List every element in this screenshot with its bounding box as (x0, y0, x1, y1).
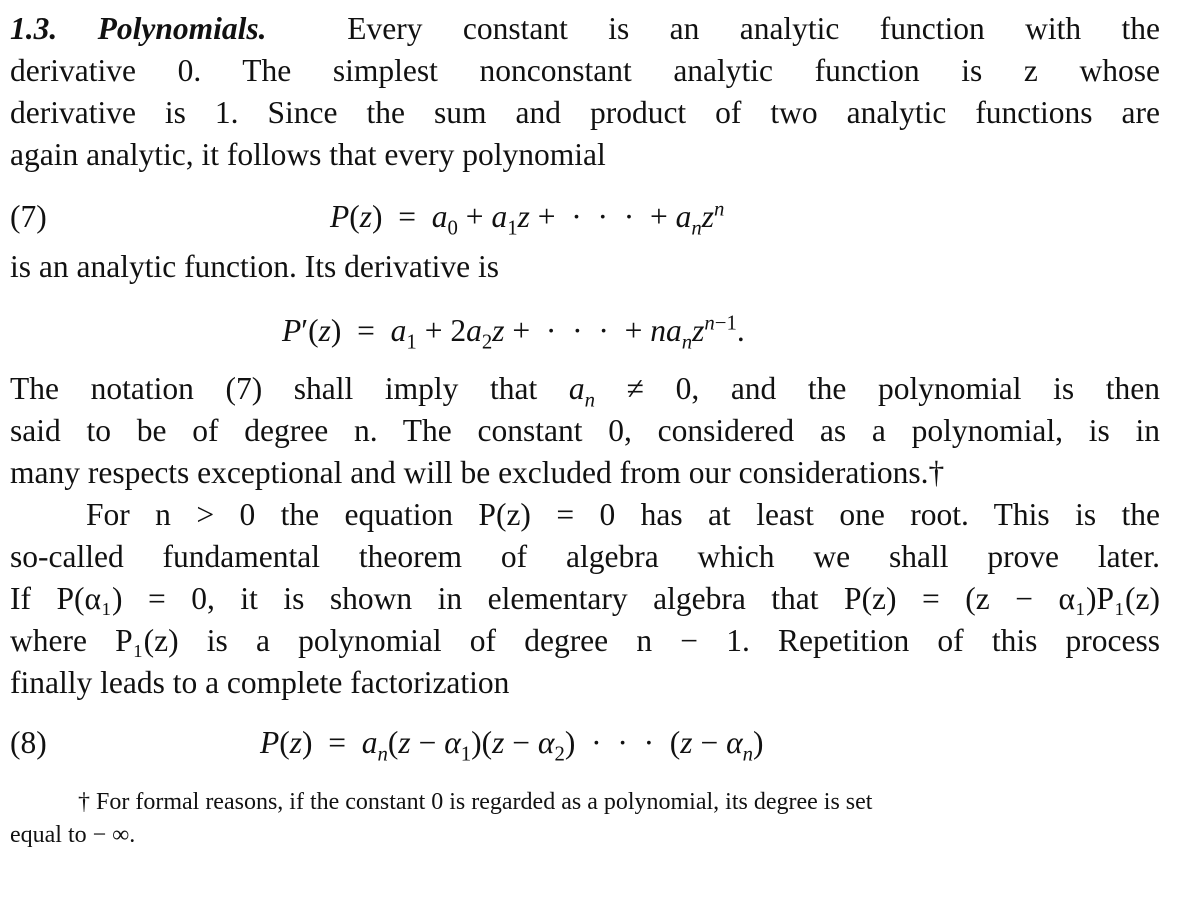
section-heading: 1.3. Polynomials. (10, 11, 267, 46)
footnote-line-1: † For formal reasons, if the constant 0 is regarded as a polynomial, its degree is set (78, 789, 873, 815)
equation-body: $P(z) = a_n(z - \alpha_1)(z - \alpha_2)$ · · · $(z - \alpha_n)$ (260, 725, 764, 766)
equation-number: (7) (10, 199, 47, 234)
paragraph-text: Every constant is an analytic function with the (347, 11, 1161, 46)
footnote-line-2: equal to − ∞. (10, 822, 136, 848)
equation-body: $P'(z) = a_1 + 2a_2z$ + · · · + $na_nz^{n-1}$. (282, 311, 745, 354)
paragraph-3-line-3: If P(α₁) = 0, it is shown in elementary algebra that P(z) = (z − α₁)P₁(z) (10, 581, 1160, 616)
paragraph-1-line-2: derivative 0. The simplest nonconstant analytic function is z whose (10, 53, 1160, 88)
derivative-equation (10, 310, 1160, 352)
paragraph-2-line-3: many respects exceptional and will be excluded from our considerations.† (10, 455, 945, 490)
book-page (10, 8, 1160, 852)
paragraph-1-line-3: derivative is 1. Since the sum and product of two analytic functions are (10, 95, 1160, 130)
equation-body: $P(z) = a_0 + a_1z$ + · · · + $a_nz^n$ (330, 197, 725, 240)
paragraph-3-line-1: For n > 0 the equation P(z) = 0 has at least one root. This is the (86, 497, 1160, 532)
equation-number: (8) (10, 725, 47, 760)
text-after-eq7: is an analytic function. Its derivative is (10, 249, 499, 284)
paragraph-1-line-1 (10, 8, 1160, 50)
paragraph-3-line-4: where P₁(z) is a polynomial of degree n − 1. Repetition of this process (10, 623, 1160, 658)
paragraph-3-line-2: so-called fundamental theorem of algebra which we shall prove later. (10, 539, 1160, 574)
paragraph-1-line-4: again analytic, it follows that every polynomial (10, 137, 606, 172)
equation-7 (10, 196, 1160, 238)
paragraph-2-line-2: said to be of degree n. The constant 0, considered as a polynomial, is in (10, 413, 1160, 448)
paragraph-3-line-5: finally leads to a complete factorization (10, 665, 510, 700)
paragraph-2-line-1: The notation (7) shall imply that $a_n \ne 0$, and the polynomial is then (10, 371, 1161, 412)
equation-8 (10, 722, 1160, 764)
